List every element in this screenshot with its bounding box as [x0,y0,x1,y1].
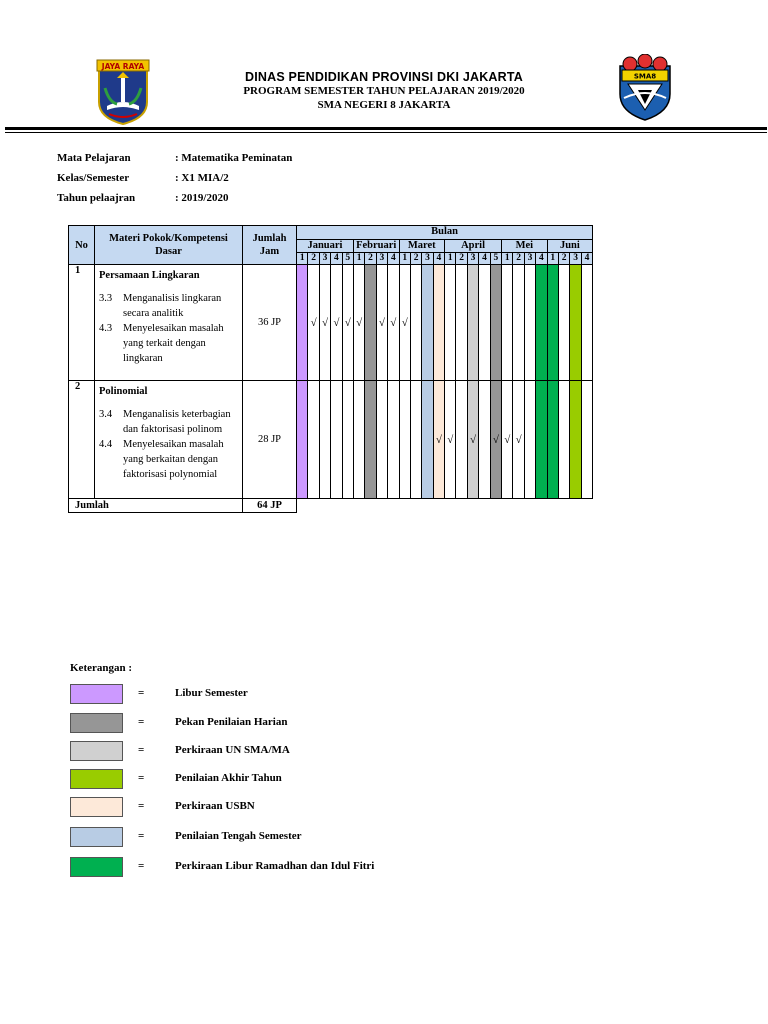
table-row [69,381,593,499]
kd-text: Menganalisis keterbagian dan faktorisasi polinom [123,409,231,435]
row-materi [95,265,243,381]
week-cell [524,265,535,381]
week-cell: √ [467,381,478,499]
week-header: 1 [502,253,513,265]
week-cell [410,265,421,381]
week-cell [365,265,376,381]
week-header: 1 [353,253,364,265]
week-header: 1 [399,253,410,265]
legend-label: Perkiraan Libur Ramadhan dan Idul Fitri [175,860,375,872]
week-header: 3 [376,253,387,265]
week-header: 4 [388,253,399,265]
row-jam: 36 JP [243,265,297,381]
kd-list [99,291,238,366]
week-header: 1 [547,253,558,265]
legend-swatch [70,769,123,789]
month-header: Mei [502,240,548,253]
program-title: PROGRAM SEMESTER TAHUN PELAJARAN 2019/2020 [243,85,525,97]
legend-label: Libur Semester [175,687,248,699]
legend-equals: = [138,744,145,756]
table-row [69,265,593,381]
week-header: 4 [433,253,444,265]
week-cell [570,265,581,381]
week-header: 1 [445,253,456,265]
week-header: 2 [365,253,376,265]
row-title: Polinomial [99,386,148,397]
kd-code: 3.4 [99,409,113,420]
week-cell [547,265,558,381]
legend-swatch [70,797,123,817]
legend-equals: = [138,716,145,728]
legend-label: Pekan Penilaian Harian [175,716,288,728]
week-header: 3 [570,253,581,265]
week-cell [376,381,387,499]
week-cell: √ [445,381,456,499]
week-cell: √ [502,381,513,499]
week-cell [297,265,308,381]
week-cell: √ [331,265,342,381]
week-header: 2 [558,253,569,265]
month-header: Juni [547,240,593,253]
legend-equals: = [138,800,145,812]
week-header: 4 [331,253,342,265]
week-cell [297,381,308,499]
week-cell [536,381,547,499]
legend-title: Keterangan : [70,662,133,674]
week-header: 3 [422,253,433,265]
week-header: 5 [490,253,501,265]
legend-equals: = [138,772,145,784]
week-cell [513,265,524,381]
kd-code: 4.4 [99,439,113,450]
week-cell: √ [399,265,410,381]
week-header: 4 [581,253,592,265]
week-header: 4 [479,253,490,265]
week-cell: √ [308,265,319,381]
week-cell: √ [319,265,330,381]
row-no: 1 [69,265,95,381]
week-cell [558,381,569,499]
program-table-wrap [68,225,593,513]
kd-text: Menganalisis lingkaran secara analitik [123,293,222,319]
org-title: DINAS PENDIDIKAN PROVINSI DKI JAKARTA [244,70,524,84]
week-cell [342,381,353,499]
month-header: April [445,240,502,253]
week-cell [365,381,376,499]
total-value: 64 JP [243,499,297,513]
info-value-class: : X1 MIA/2 [175,172,229,184]
kd-code: 3.3 [99,293,113,304]
week-cell [331,381,342,499]
legend-equals: = [138,687,145,699]
legend-swatch [70,827,123,847]
week-cell [353,381,364,499]
header-materi: Materi Pokok/Kompetensi Dasar [95,226,243,265]
month-header: Februari [353,240,399,253]
header-jam: Jumlah Jam [243,226,297,265]
week-cell [467,265,478,381]
row-jam: 28 JP [243,381,297,499]
week-header: 4 [536,253,547,265]
week-cell [308,381,319,499]
week-header: 2 [513,253,524,265]
kd-text: Menyelesaikan masalah yang berkaitan dengan faktorisasi polynomial [123,439,224,480]
svg-text:SMA8: SMA8 [633,72,657,81]
week-cell [524,381,535,499]
row-title: Persamaan Lingkaran [99,270,200,281]
legend-swatch [70,857,123,877]
week-cell: √ [513,381,524,499]
week-cell [319,381,330,499]
legend-label: Perkiraan UN SMA/MA [175,744,290,756]
info-label-class: Kelas/Semester [57,172,130,184]
month-header: Maret [399,240,445,253]
header-rule-thick [5,127,767,130]
row-no: 2 [69,381,95,499]
week-cell [410,381,421,499]
week-cell: √ [353,265,364,381]
total-label: Jumlah [69,499,243,513]
week-cell [456,265,467,381]
program-table [68,225,593,513]
week-cell [581,265,592,381]
legend-swatch [70,741,123,761]
week-header: 2 [410,253,421,265]
week-header: 2 [308,253,319,265]
info-value-subject: : Matematika Peminatan [175,152,293,164]
week-cell: √ [388,265,399,381]
week-header: 5 [342,253,353,265]
header-bulan: Bulan [297,226,593,240]
week-cell [422,381,433,499]
info-label-subject: Mata Pelajaran [57,152,131,164]
week-cell [570,381,581,499]
info-value-year: : 2019/2020 [175,192,229,204]
row-materi [95,381,243,499]
kd-list [99,407,238,482]
week-cell [581,381,592,499]
kd-item [99,291,238,321]
week-cell: √ [376,265,387,381]
legend-equals: = [138,860,145,872]
week-cell [445,265,456,381]
kd-text: Menyelesaikan masalah yang terkait dengan lingkaran [123,323,224,364]
week-header: 1 [297,253,308,265]
legend-swatch [70,684,123,704]
week-cell [399,381,410,499]
week-cell [433,265,444,381]
info-label-year: Tahun pelaajran [57,192,136,204]
week-cell [536,265,547,381]
kd-item [99,321,238,366]
header-rule-thin [5,132,767,133]
week-header: 3 [524,253,535,265]
month-header: Januari [297,240,354,253]
week-cell [422,265,433,381]
legend-equals: = [138,830,145,842]
legend-swatch [70,713,123,733]
week-cell [456,381,467,499]
week-cell: √ [490,381,501,499]
week-cell [502,265,513,381]
week-cell [558,265,569,381]
week-header: 3 [467,253,478,265]
week-cell [547,381,558,499]
week-header: 2 [456,253,467,265]
kd-item [99,407,238,437]
legend-label: Penilaian Akhir Tahun [175,772,282,784]
week-cell [479,265,490,381]
legend-label: Perkiraan USBN [175,800,255,812]
week-cell: √ [433,381,444,499]
week-cell [490,265,501,381]
week-header: 3 [319,253,330,265]
kd-code: 4.3 [99,323,113,334]
kd-item [99,437,238,482]
week-cell [479,381,490,499]
legend-label: Penilaian Tengah Semester [175,830,302,842]
school-name: SMA NEGERI 8 JAKARTA [317,99,451,111]
week-cell: √ [342,265,353,381]
svg-text:JAYA RAYA: JAYA RAYA [101,62,145,71]
header-no: No [69,226,95,265]
week-cell [388,381,399,499]
